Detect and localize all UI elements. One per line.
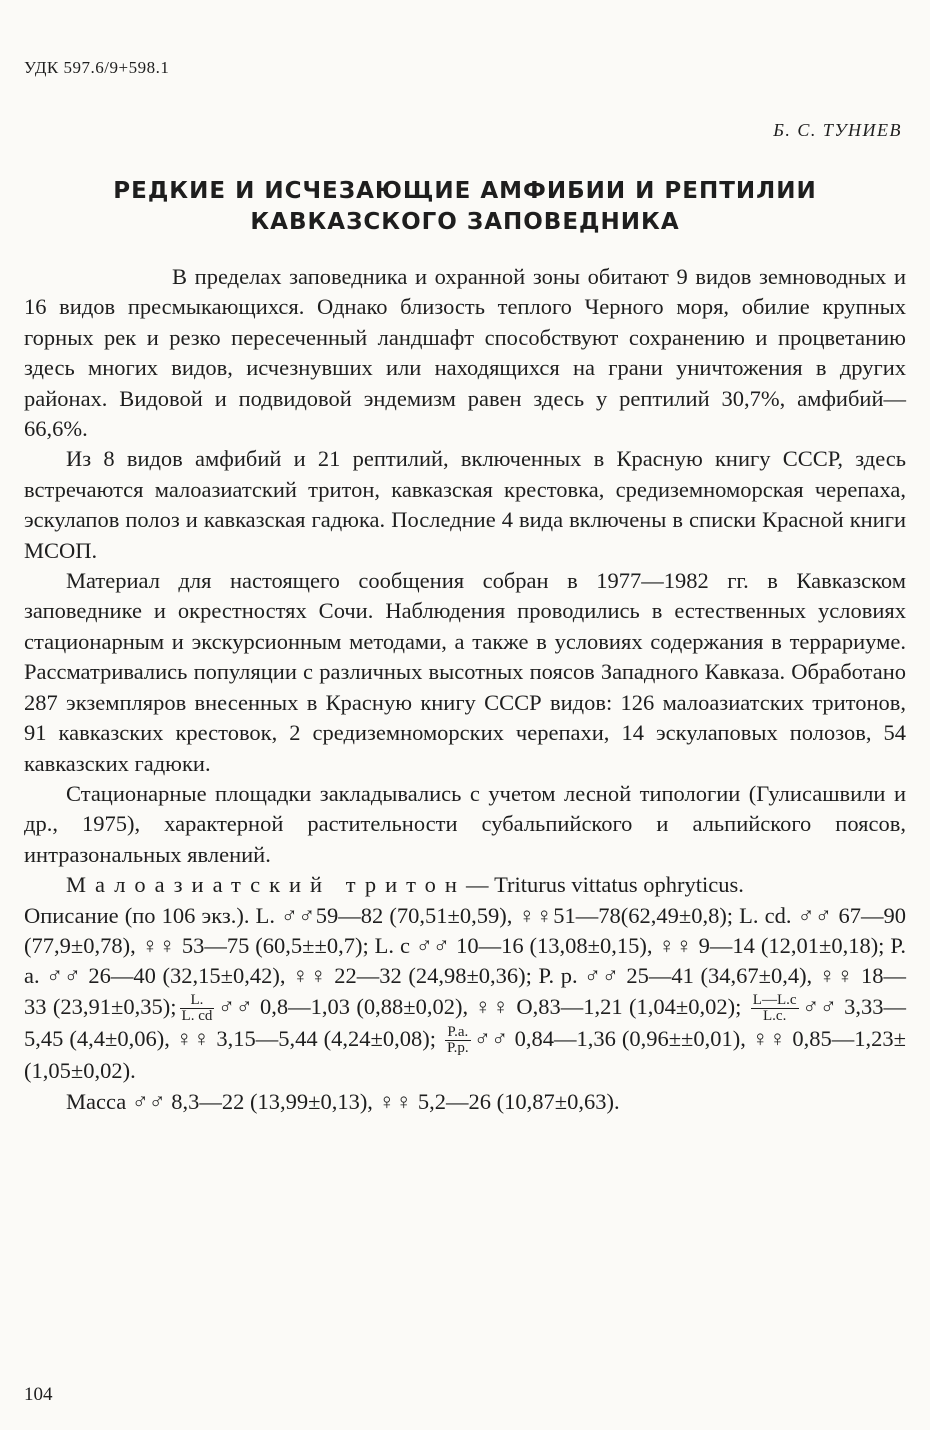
species-name-spaced: Малоазиатский тритон bbox=[66, 872, 466, 898]
title-line-1: РЕДКИЕ И ИСЧЕЗАЮЩИЕ АМФИБИИ И РЕПТИЛИИ bbox=[113, 178, 817, 204]
fraction-denominator: L.c. bbox=[763, 1008, 787, 1025]
article-title bbox=[0, 176, 930, 238]
fraction-numerator: L. bbox=[180, 993, 215, 1009]
description-part-c: ♂♂ 3,33—5,45 (4,4±0,06), ♀♀ 3,15—5,44 (4,24±0,08); bbox=[24, 993, 907, 1052]
species-latin-name: — Triturus vittatus ophryticus. bbox=[465, 872, 744, 898]
fraction-pa-pp bbox=[445, 1025, 471, 1056]
page-number: 104 bbox=[24, 1384, 53, 1405]
paragraph-description bbox=[24, 901, 906, 1087]
udk-code: УДК 597.6/9+598.1 bbox=[24, 58, 170, 77]
paragraph-intro: В пределах заповедника и охранной зоны обитают 9 видов земноводных и 16 видов пресмыкающихся. Однако близость теплого Черного моря, обилие крупных горных рек и резко пересеченный ландшафт способствуют сохранению и процветанию здесь многих видов, исчезнувших или находящихся на грани уничтожения в других районах. Видовой и подвидовой эндемизм равен здесь у рептилий 30,7%, амфибий—66,6%. bbox=[24, 264, 906, 442]
paragraph-species-heading bbox=[24, 870, 906, 900]
fraction-numerator: P.a. bbox=[445, 1025, 471, 1041]
article-body bbox=[24, 262, 906, 1117]
paragraph-mass: Масса ♂♂ 8,3—22 (13,99±0,13), ♀♀ 5,2—26 (10,87±0,63). bbox=[66, 1088, 620, 1114]
paragraph-plots: Стационарные площадки закладывались с учетом лесной типологии (Гулисашвили и др., 1975), характерной растительности субальпийского и альпийского поясов, интразональных явлений. bbox=[24, 780, 906, 867]
paragraph-red-book: Из 8 видов амфибий и 21 рептилий, включенных в Красную книгу СССР, здесь встречаются малоазиатский тритон, кавказская крестовка, средиземноморская черепаха, эскулапов полоз и кавказская гадюка. Последние 4 вида включены в списки Красной книги МСОП. bbox=[24, 446, 906, 563]
paragraph-material: Материал для настоящего сообщения собран в 1977—1982 гг. в Кавказском заповеднике и окрестностях Сочи. Наблюдения проводились в естественных условиях стационарным и экскурсионным методами, а также в условиях содержания в террариуме. Рассматривались популяции с различных высотных поясов Западного Кавказа. Обработано 287 экземпляров внесенных в Красную книгу СССР видов: 126 малоазиатских тритонов, 91 кавказских крестовок, 2 средиземноморских черепахи, 14 эскулаповых полозов, 54 кавказских гадюки. bbox=[24, 568, 906, 776]
description-part-d: ♂♂ 0,84—1,36 (0,96±±0,01), ♀♀ 0,85—1,23±(1,05±0,02). bbox=[24, 1026, 907, 1084]
fraction-denominator: L. cd bbox=[181, 1008, 213, 1025]
title-line-2: КАВКАЗСКОГО ЗАПОВЕДНИКА bbox=[250, 209, 680, 235]
fraction-l-lcd bbox=[180, 993, 215, 1024]
fraction-l-minus-lc bbox=[751, 993, 799, 1024]
author-name: Б. С. ТУНИЕВ bbox=[773, 120, 902, 140]
description-part-a: Описание (по 106 экз.). L. ♂♂59—82 (70,51±0,59), ♀♀51—78(62,49±0,8); L. cd. ♂♂ 67—90 (77,9±0,78), ♀♀ 53—75 (60,5±±0,7); L. c ♂♂ 10—16 (13,08±0,15), ♀♀ 9—14 (12,01±0,18); P. a. ♂♂ 26—40 (32,15±0,42), ♀♀ 22—32 (24,98±0,36); P. p. ♂♂ 25—41 (34,67±0,4), ♀♀ 18—33 (23,91±0,35); bbox=[24, 902, 906, 1019]
description-part-b: ♂♂ 0,8—1,03 (0,88±0,02), ♀♀ O,83—1,21 (1,04±0,02); bbox=[217, 993, 742, 1019]
fraction-numerator: L—L.c bbox=[752, 992, 797, 1009]
fraction-denominator: P.p. bbox=[446, 1040, 469, 1057]
